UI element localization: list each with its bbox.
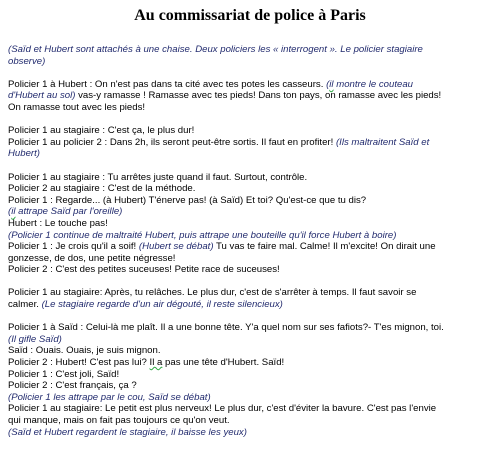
dialogue-line	[8, 287, 498, 299]
dialogue-line	[8, 264, 498, 276]
stage-direction-text: (Il gifle Saïd)	[8, 333, 62, 345]
stage-direction-text: (Policier 1 continue de maltraité Hubert, puis attrape une bouteille qu'il force Hubert à boire)	[8, 229, 397, 241]
paragraph-gap	[8, 276, 498, 288]
paragraph-gap	[8, 114, 498, 126]
stage-direction-text: (Ils maltraitent Saïd et	[335, 136, 430, 148]
stage-direction-text: montre le couteau	[333, 78, 413, 90]
dialogue-text: Saïd : Ouais. Ouais, je suis mignon.	[8, 345, 161, 357]
dialogue-text: Policier 1 : C'est joli, Saïd!	[8, 368, 120, 380]
paragraph-gap	[8, 67, 498, 79]
dialogue-text: Policier 1 au stagiaire : C'est ça, le plus dur!	[8, 125, 195, 137]
dialogue-line	[8, 241, 498, 253]
dialogue-line	[8, 44, 498, 56]
dialogue-text: Policier 1 au stagiaire : Tu arrêtes juste quand il faut. Surtout, contrôle.	[8, 171, 308, 183]
dialogue-line	[8, 380, 498, 392]
dialogue-line	[8, 403, 498, 415]
dialogue-line	[8, 392, 498, 404]
dialogue-line	[8, 56, 498, 68]
stage-direction-text: (Le stagiaire regarde d'un air dégouté, il reste silencieux)	[41, 299, 283, 311]
dialogue-line	[8, 299, 498, 311]
dialogue-line	[8, 102, 498, 114]
stage-direction-text: il	[329, 78, 334, 90]
dialogue-text: qui manque, mais on fait pas toujours ce qu'on veut.	[8, 415, 230, 426]
dialogue-line	[8, 415, 498, 427]
dialogue-line	[8, 253, 498, 265]
document-title: Au commissariat de police à Paris	[134, 7, 366, 24]
dialogue-text: observe)	[8, 55, 46, 67]
dialogue-text: Policier 1 au policier 2 : Dans 2h, ils seront peut-être sortis. Il faut en profiter!	[8, 136, 336, 148]
dialogue-text: Policier 1 à Saïd : Celui-là me plaît. Il a une bonne tête. Y'a quel nom sur ses fafiots?- T'es mignon, toi.	[8, 322, 444, 334]
dialogue-line	[8, 345, 498, 357]
dialogue-line	[8, 148, 498, 160]
stage-direction-text: (	[326, 78, 330, 90]
dialogue-text: Policier 1 : Regarde... (à Hubert) T'énerve pas! (à Saïd) Et toi? Qu'est-ce que tu dis?	[8, 194, 367, 206]
stage-direction-text: attrape Saïd par l'oreille)	[15, 206, 123, 218]
dialogue-text: Il a	[149, 357, 163, 369]
dialogue-text: Policier 2 : C'est des petites suceuses! Petite race de suceuses!	[8, 264, 280, 276]
dialogue-line	[8, 322, 498, 334]
dialogue-line	[8, 369, 498, 381]
dialogue-text: Hubert : Le touche pas!	[8, 217, 108, 229]
dialogue-line	[8, 79, 498, 91]
dialogue-line	[8, 195, 498, 207]
stage-direction-text: d'Hubert au sol)	[8, 90, 76, 102]
dialogue-line	[8, 172, 498, 184]
dialogue-line	[8, 427, 498, 439]
dialogue-line	[8, 230, 498, 242]
dialogue-text: Policier 2 : Hubert! C'est pas lui?	[8, 357, 150, 369]
stage-direction-text: il	[11, 206, 16, 218]
dialogue-body	[8, 44, 498, 438]
dialogue-text: Policier 1 : Je crois qu'il a soif!	[8, 241, 139, 253]
paragraph-gap	[8, 160, 498, 172]
dialogue-text: On ramasse tout avec les pieds!	[8, 101, 146, 113]
dialogue-text: Policier 1 à Hubert : On n'est pas dans ta cité avec tes potes les casseurs.	[8, 78, 327, 90]
dialogue-text: Policier 2 au stagiaire : C'est de la méthode.	[8, 183, 196, 195]
dialogue-line	[8, 90, 498, 102]
dialogue-text: Tu vas te faire mal. Calme! Il m'excite! On dirait une	[213, 241, 436, 253]
dialogue-line	[8, 125, 498, 137]
dialogue-text: vas-y ramasse ! Ramasse avec tes pieds! Dans ton pays, on ramasse avec les pieds!	[75, 90, 442, 102]
dialogue-text: (Saïd et Hubert sont attachés à une chaise. Deux policiers les « interrogent ». Le policier stagiaire	[8, 44, 423, 55]
dialogue-text: Policier 1 au stagiaire: Le petit est plus nerveux! Le plus dur, c'est d'éviter la bavure. C'est pas l'envie	[8, 403, 437, 415]
dialogue-text: Policier 2 : C'est français, ça ?	[8, 380, 137, 392]
paragraph-gap	[8, 311, 498, 323]
stage-direction-text: Hubert)	[8, 148, 40, 160]
dialogue-text: gonzesse, de dos, une petite négresse!	[8, 252, 176, 264]
dialogue-line	[8, 334, 498, 346]
stage-direction-text: (Policier 1 les attrape par le cou, Saïd se débat)	[8, 391, 211, 403]
dialogue-text: calmer.	[8, 299, 42, 311]
stage-direction-text: (Hubert se débat)	[138, 241, 214, 253]
dialogue-text: Policier 1 au stagiaire: Après, tu relâches. Le plus dur, c'est de s'arrêter à temps. Il faut savoir se	[8, 287, 417, 299]
dialogue-text: pas une tête d'Hubert. Saïd!	[162, 357, 285, 369]
dialogue-line	[8, 137, 498, 149]
dialogue-line	[8, 206, 498, 218]
stage-direction-text: (	[8, 206, 12, 218]
dialogue-line	[8, 183, 498, 195]
dialogue-line	[8, 357, 498, 369]
dialogue-line	[8, 218, 498, 230]
stage-direction-text: (Saïd et Hubert regardent le stagiaire, il baisse les yeux)	[8, 426, 247, 438]
